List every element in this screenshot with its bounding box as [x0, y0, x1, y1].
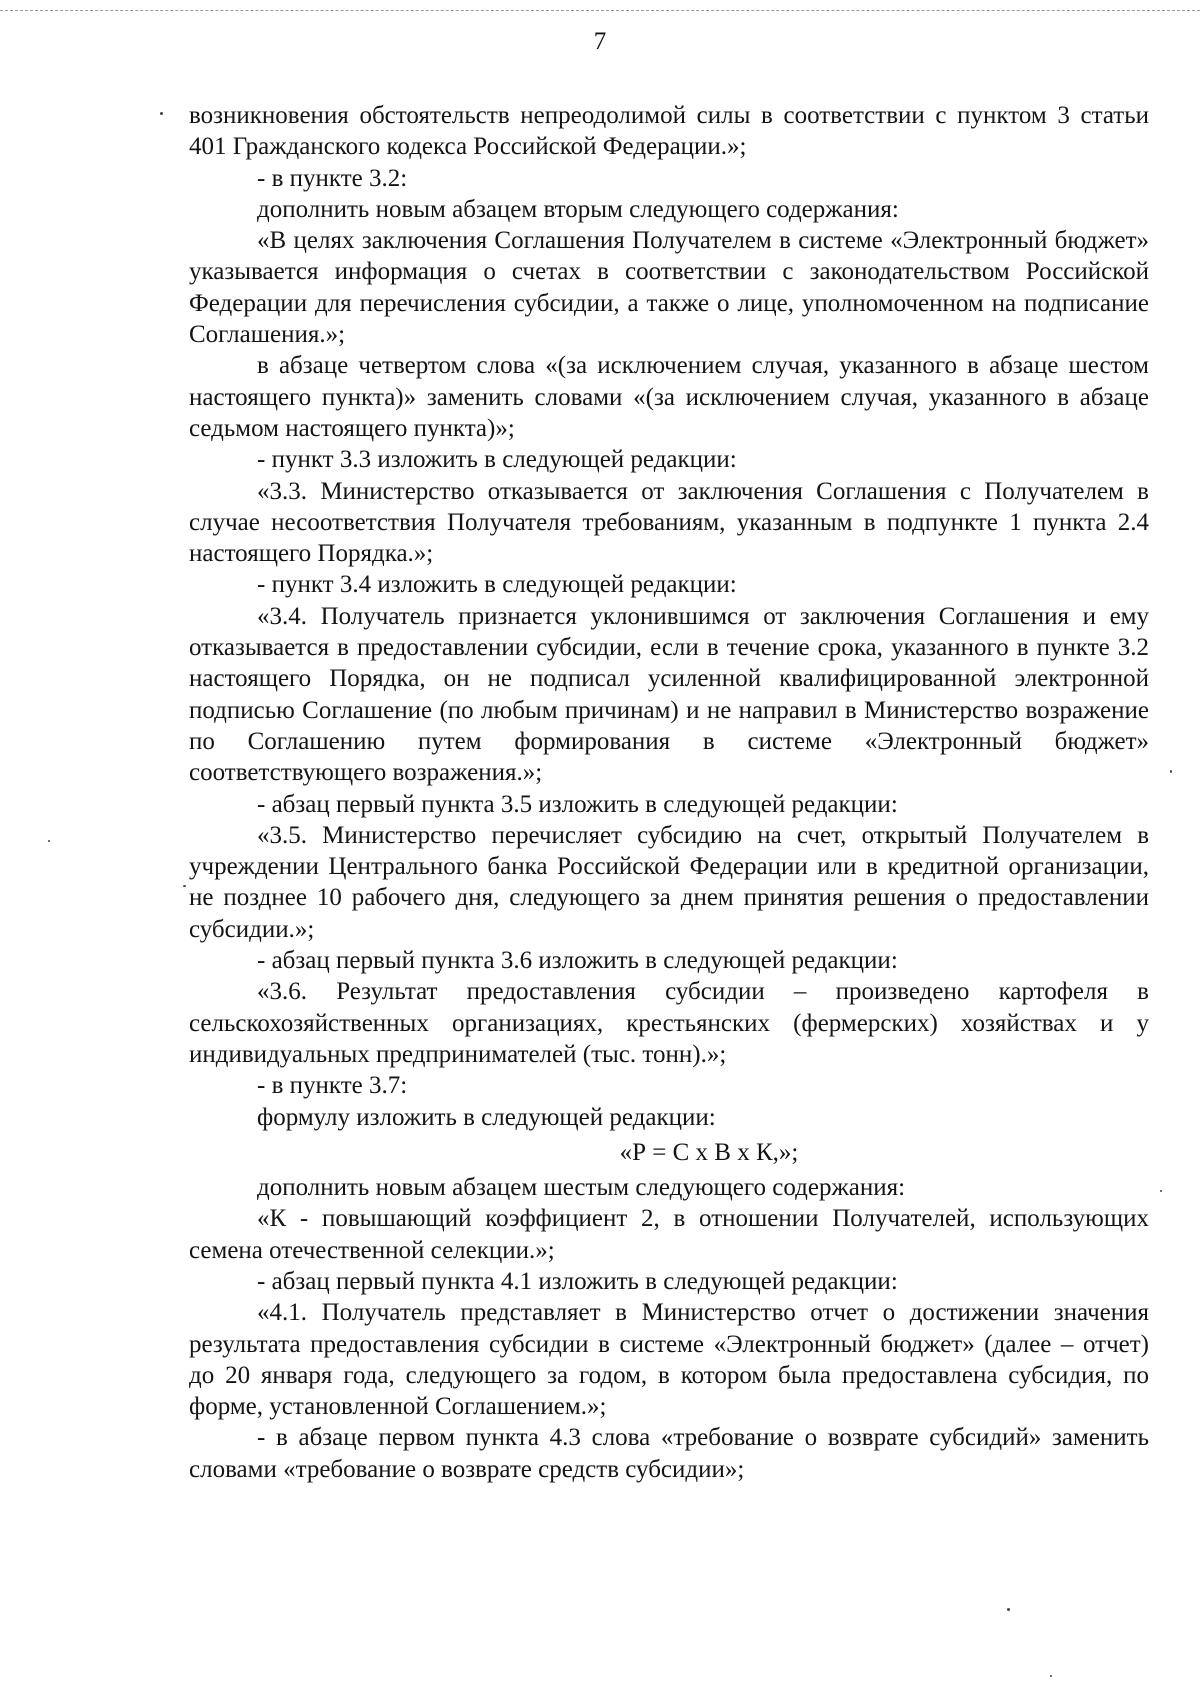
- paragraph-15: формулу изложить в следующей редакции:: [257, 1103, 716, 1131]
- scan-speck: [183, 885, 186, 887]
- paragraph-21: - в абзаце первом пункта 4.3 слова «требование о возврате субсидий» заменить словами «требование о возврате средств субсидии»;: [189, 1424, 1149, 1483]
- paragraph-17: дополнить новым абзацем шестым следующего содержания:: [257, 1174, 906, 1202]
- paragraph-6: - пункт 3.3 изложить в следующей редакции:: [257, 446, 737, 474]
- paragraph-5: в абзаце четвертом слова «(за исключением случая, указанного в абзаце шестом настоящего пункта)» заменить словами «(за исключением случая, указанного в абзаце седьмом настоящего пункта)»;: [189, 352, 1149, 442]
- paragraph-12: - абзац первый пункта 3.6 изложить в следующей редакции:: [257, 947, 898, 975]
- formula: «Р = С х В х К,»;: [619, 1138, 799, 1166]
- paragraph-19: - абзац первый пункта 4.1 изложить в следующей редакции:: [257, 1267, 898, 1295]
- paragraph-13: «3.6. Результат предоставления субсидии – произведено картофеля в сельскохозяйственных организациях, крестьянских (фермерских) хозяйствах и у индивидуальных предпринимателей (тыс. тонн).»;: [189, 978, 1149, 1068]
- scan-speck: [1050, 1675, 1052, 1677]
- scan-speck: [1007, 1608, 1010, 1611]
- paragraph-10: - абзац первый пункта 3.5 изложить в следующей редакции:: [257, 790, 898, 818]
- page-number: 7: [593, 28, 607, 55]
- paragraph-7: «3.3. Министерство отказывается от заключения Соглашения с Получателем в случае несоответствия Получателя требованиям, указанным в подпункте 1 пункта 2.4 настоящего Порядка.»;: [189, 477, 1149, 568]
- scan-speck: [48, 840, 50, 842]
- scan-speck: [1160, 1190, 1162, 1192]
- paragraph-11: «3.5. Министерство перечисляет субсидию на счет, открытый Получателем в учреждении Центрального банка Российской Федерации или в кредитной организации, не позднее 10 рабочего дня, следующего за днем принятия решения о предоставлении субсидии.»;: [189, 821, 1149, 943]
- paragraph-4: «В целях заключения Соглашения Получателем в системе «Электронный бюджет» указывается информация о счетах в соответствии с законодательством Российской Федерации для перечисления субсидии, а также о лице, уполномоченном на подписание Соглашения.»;: [189, 227, 1149, 349]
- paragraph-18: «К - повышающий коэффициент 2, в отношении Получателей, использующих семена отечественной селекции.»;: [189, 1205, 1149, 1264]
- paragraph-1: возникновения обстоятельств непреодолимой силы в соответствии с пунктом 3 статьи 401 Гражданского кодекса Российской Федерации.»;: [189, 102, 1149, 161]
- paragraph-14: - в пункте 3.7:: [257, 1072, 408, 1100]
- paragraph-20: «4.1. Получатель представляет в Министерство отчет о достижении значения результата предоставления субсидии в системе «Электронный бюджет» (далее – отчет) до 20 января года, следующего за годом, в котором была предоставлена субсидия, по форме, установленной Соглашением.»;: [189, 1299, 1149, 1421]
- scan-speck: [160, 112, 163, 115]
- scan-top-edge: [0, 10, 1200, 11]
- paragraph-8: - пункт 3.4 изложить в следующей редакции:: [257, 571, 737, 599]
- paragraph-3: дополнить новым абзацем вторым следующего содержания:: [257, 195, 899, 223]
- paragraph-2: - в пункте 3.2:: [257, 164, 408, 192]
- scan-speck: [1170, 770, 1172, 773]
- document-body: [189, 100, 1149, 1485]
- paragraph-9: «3.4. Получатель признается уклонившимся от заключения Соглашения и ему отказывается в предоставлении субсидии, если в течение срока, указанного в пункте 3.2 настоящего Порядка, он не подписал усиленной квалифицированной электронной подписью Соглашение (по любым причинам) и не направил в Министерство возражение по Соглашению путем формирования в системе «Электронный бюджет» соответствующего возражения.»;: [189, 602, 1149, 787]
